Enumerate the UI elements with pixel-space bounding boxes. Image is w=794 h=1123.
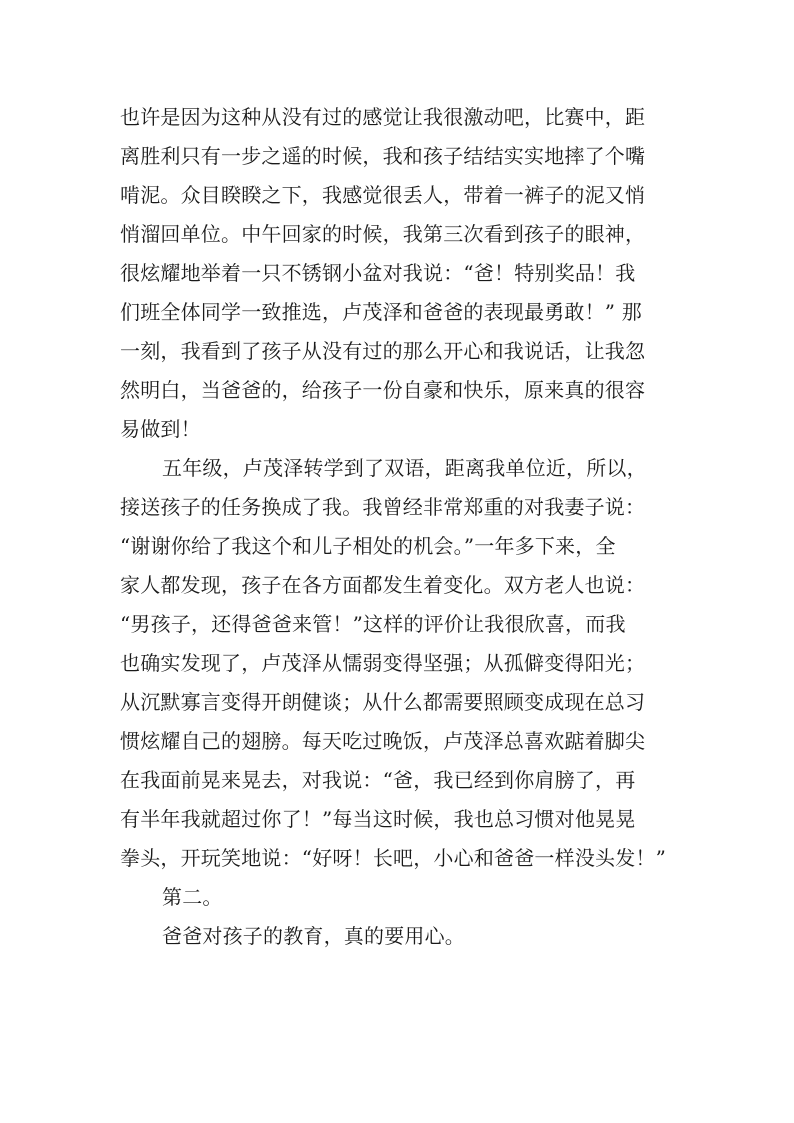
text-line: 悄溜回单位。中午回家的时候，我第三次看到孩子的眼神， (120, 222, 646, 246)
text-line: 拳头，开玩笑地说：“好呀！长吧，小心和爸爸一样没头发！” (120, 846, 667, 870)
text-line: 啃泥。众目睽睽之下，我感觉很丢人，带着一裤子的泥又悄 (120, 183, 646, 207)
text-line: 然明白，当爸爸的，给孩子一份自豪和快乐，原来真的很容 (120, 378, 646, 402)
text-line: 接送孩子的任务换成了我。我曾经非常郑重的对我妻子说： (120, 495, 646, 519)
text-line: 惯炫耀自己的翅膀。每天吃过晚饭，卢茂泽总喜欢踮着脚尖 (120, 729, 646, 753)
text-line: 爸爸对孩子的教育，真的要用心。 (162, 924, 465, 948)
text-line: 家人都发现，孩子在各方面都发生着变化。双方老人也说： (120, 573, 646, 597)
text-line: “男孩子，还得爸爸来管！”这样的评价让我很欣喜，而我 (120, 612, 626, 636)
text-line: 第二。 (162, 885, 223, 909)
body-text (120, 98, 688, 956)
text-line: 一刻，我看到了孩子从没有过的那么开心和我说话，让我忽 (120, 339, 646, 363)
text-line: 也许是因为这种从没有过的感觉让我很激动吧，比赛中，距 (120, 105, 646, 129)
text-line: 易做到！ (120, 417, 201, 441)
text-line: 离胜利只有一步之遥的时候，我和孩子结结实实地摔了个嘴 (120, 144, 646, 168)
text-line: 从沉默寡言变得开朗健谈；从什么都需要照顾变成现在总习 (120, 690, 646, 714)
text-line: 很炫耀地举着一只不锈钢小盆对我说：“爸！特别奖品！我 (120, 261, 636, 285)
text-line: 也确实发现了，卢茂泽从懦弱变得坚强；从孤僻变得阳光； (120, 651, 646, 675)
text-line: 五年级，卢茂泽转学到了双语，距离我单位近，所以， (162, 456, 647, 480)
text-line: “谢谢你给了我这个和儿子相处的机会。”一年多下来，全 (120, 534, 616, 558)
text-line: 在我面前晃来晃去，对我说：“爸，我已经到你肩膀了，再 (120, 768, 636, 792)
text-line: 有半年我就超过你了！”每当这时候，我也总习惯对他晃晃 (120, 807, 636, 831)
text-line: 们班全体同学一致推选，卢茂泽和爸爸的表现最勇敢！” 那 (120, 300, 642, 324)
